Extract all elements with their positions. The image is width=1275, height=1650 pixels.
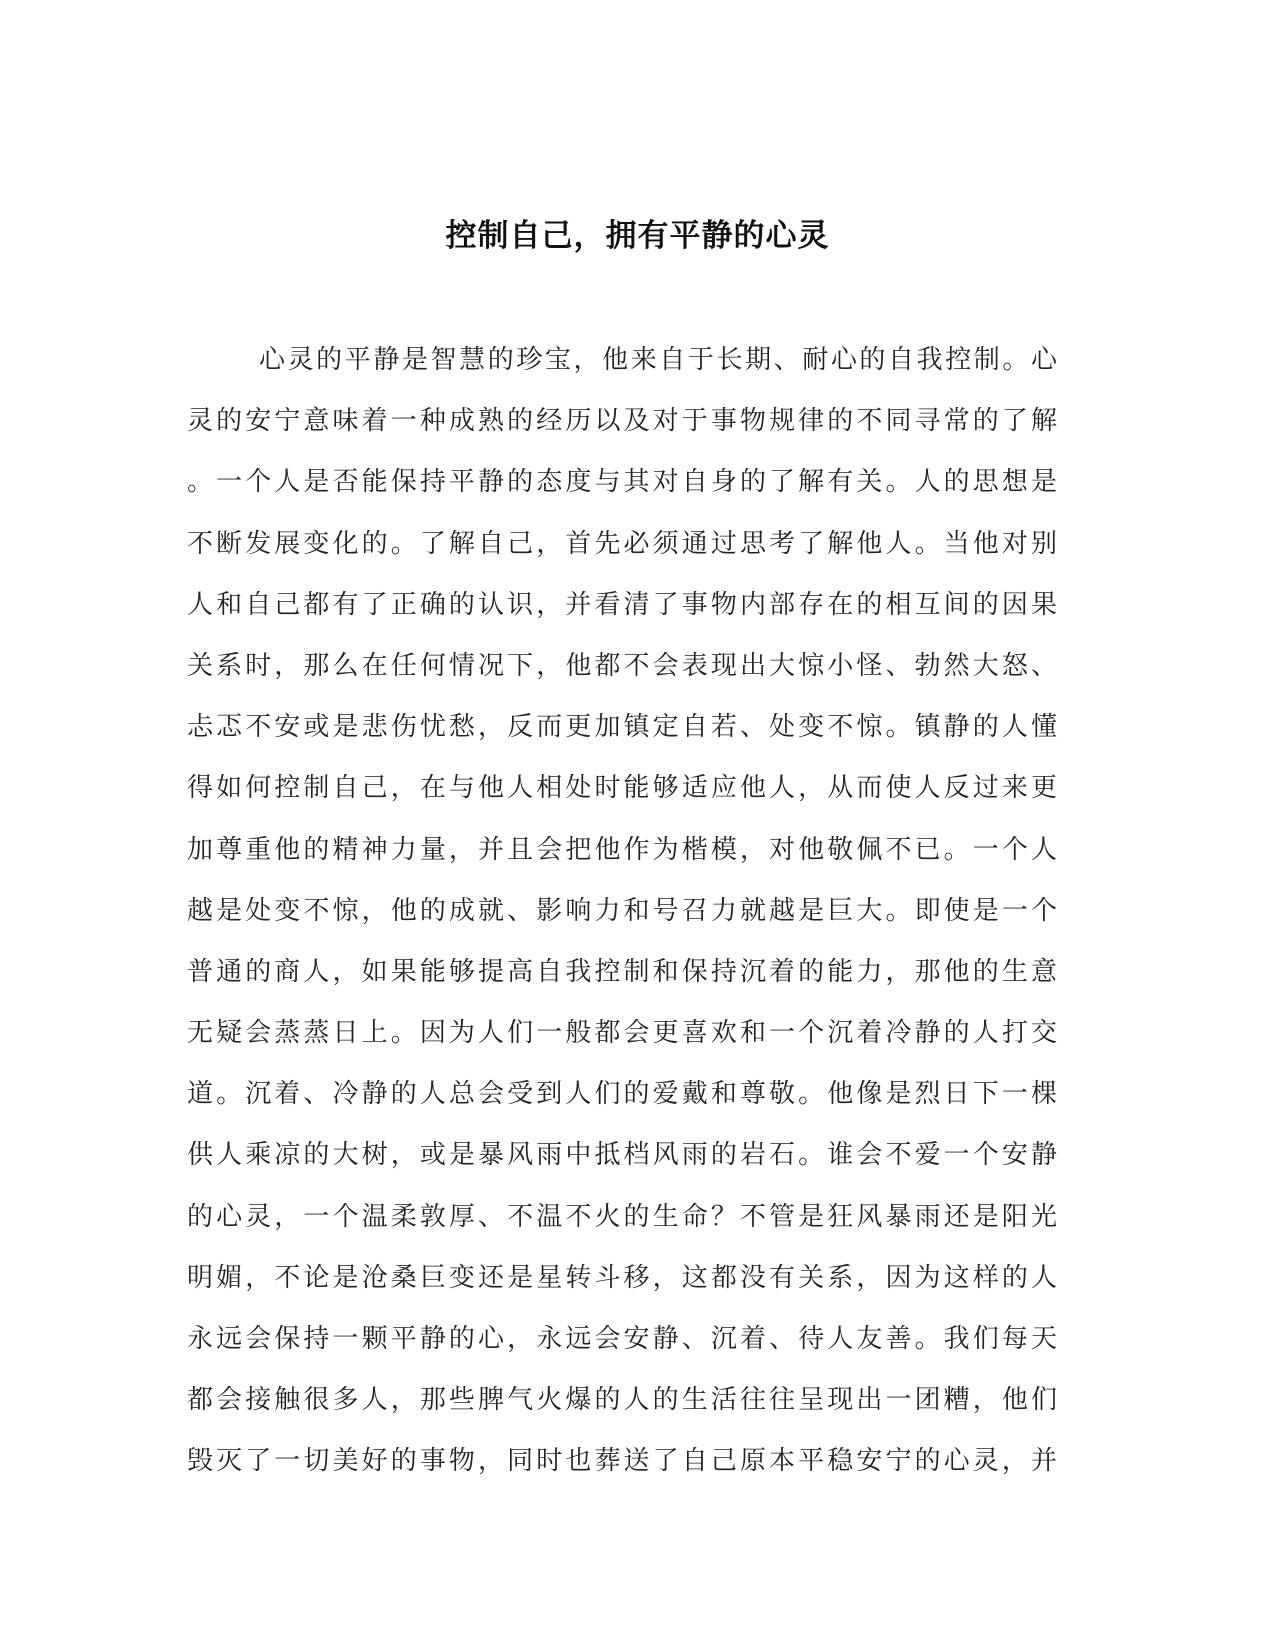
text-line: 人和自己都有了正确的认识，并看清了事物内部存在的相互间的因果 — [187, 589, 1057, 620]
text-line: 心灵的平静是智慧的珍宝，他来自于长期、耐心的自我控制。心 — [259, 345, 1057, 375]
text-line: 永远会保持一颗平静的心，永远会安静、沉着、待人友善。我们每天 — [187, 1324, 1057, 1354]
text-line: 。一个人是否能保持平静的态度与其对自身的了解有关。人的思想是 — [187, 467, 1057, 498]
body-paragraph — [187, 330, 1057, 1493]
text-line: 毁灭了一切美好的事物，同时也葬送了自己原本平稳安宁的心灵，并 — [187, 1446, 1057, 1477]
text-line: 得如何控制自己，在与他人相处时能够适应他人，从而使人反过来更 — [187, 773, 1057, 804]
text-line: 无疑会蒸蒸日上。因为人们一般都会更喜欢和一个沉着冷静的人打交 — [187, 1018, 1057, 1049]
text-line: 都会接触很多人，那些脾气火爆的人的生活往往呈现出一团糟，他们 — [187, 1385, 1057, 1416]
text-line: 供人乘凉的大树，或是暴风雨中抵档风雨的岩石。谁会不爱一个安静 — [187, 1140, 1057, 1171]
text-line: 越是处变不惊，他的成就、影响力和号召力就越是巨大。即使是一个 — [187, 895, 1057, 926]
text-line: 不断发展变化的。了解自己，首先必须通过思考了解他人。当他对别 — [187, 528, 1057, 559]
text-line: 普通的商人，如果能够提高自我控制和保持沉着的能力，那他的生意 — [187, 956, 1057, 987]
document-title: 控制自己，拥有平静的心灵 — [445, 218, 830, 254]
text-line: 道。沉着、冷静的人总会受到人们的爱戴和尊敬。他像是烈日下一棵 — [187, 1079, 1057, 1110]
text-line: 的心灵，一个温柔敦厚、不温不火的生命？不管是狂风暴雨还是阳光 — [187, 1201, 1057, 1232]
text-line: 忐忑不安或是悲伤忧愁，反而更加镇定自若、处变不惊。镇静的人懂 — [187, 712, 1057, 743]
text-line: 加尊重他的精神力量，并且会把他作为楷模，对他敬佩不已。一个人 — [187, 834, 1057, 865]
text-line: 明媚，不论是沧桑巨变还是星转斗移，这都没有关系，因为这样的人 — [187, 1262, 1057, 1293]
text-line: 关系时，那么在任何情况下，他都不会表现出大惊小怪、勃然大怒、 — [187, 650, 1057, 681]
text-line: 灵的安宁意味着一种成熟的经历以及对于事物规律的不同寻常的了解 — [187, 406, 1057, 437]
